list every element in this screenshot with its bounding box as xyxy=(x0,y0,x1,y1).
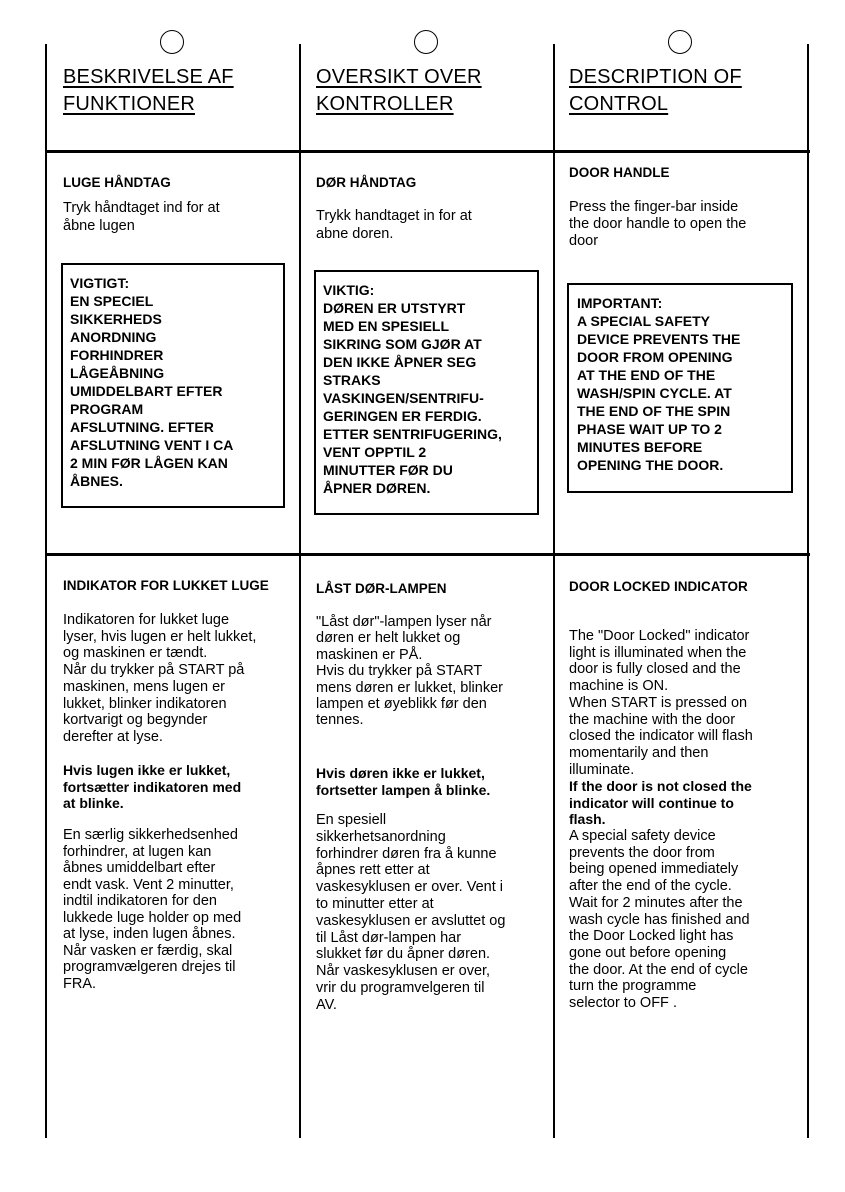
text-line: lyser, hvis lugen er helt lukket, xyxy=(63,628,257,645)
text-line: fortsetter lampen å blinke. xyxy=(316,781,491,798)
text-line: ANORDNING xyxy=(70,329,157,345)
text-line: abne doren. xyxy=(316,226,394,242)
text-line: EN SPECIEL xyxy=(70,293,154,309)
text-line: VENT OPPTIL 2 xyxy=(323,444,427,460)
column-norwegian xyxy=(316,0,554,1192)
text-line: If the door is not closed the xyxy=(569,778,752,794)
door-handle-title: LUGE HÅNDTAG xyxy=(63,175,171,190)
text-line: "Låst dør"-lampen lyser når xyxy=(316,614,492,630)
heading-line: DESCRIPTION OF xyxy=(569,66,742,88)
text-line: Indikatoren for lukket luge xyxy=(63,612,230,628)
text-line: DEN IKKE ÅPNER SEG xyxy=(323,354,477,370)
door-handle-title: DOOR HANDLE xyxy=(569,165,670,180)
text-line: Hvis du trykker på START xyxy=(316,663,483,680)
text-line: closed the indicator will flash xyxy=(569,728,753,745)
heading-line: CONTROL xyxy=(569,93,669,115)
text-line: og maskinen er tændt. xyxy=(63,645,208,662)
text-line: VASKINGEN/SENTRIFU- xyxy=(323,390,484,406)
text-line: VIKTIG: xyxy=(323,282,375,298)
text-line: indtil indikatoren for den xyxy=(63,893,217,909)
safety-warning-text xyxy=(70,274,283,490)
text-line: DEVICE PREVENTS THE xyxy=(577,331,741,347)
text-line: flash. xyxy=(569,811,606,828)
text-line: 2 MIN FØR LÅGEN KAN xyxy=(70,455,228,471)
indicator-description xyxy=(316,614,503,729)
text-line: OPENING THE DOOR. xyxy=(577,457,724,473)
indicator-description xyxy=(63,612,256,746)
text-line: Hvis døren ikke er lukket, xyxy=(316,765,485,781)
text-line: programvælgeren drejes til xyxy=(63,959,236,975)
text-line: PHASE WAIT UP TO 2 xyxy=(577,421,722,437)
text-line: Press the finger-bar inside xyxy=(569,199,739,215)
text-line: prevents the door from xyxy=(569,844,715,861)
text-line: LÅGEÅBNING xyxy=(70,365,165,381)
text-line: AFSLUTNING VENT I CA xyxy=(70,437,234,453)
text-line: light is illuminated when the xyxy=(569,644,747,661)
column-divider-line xyxy=(45,44,47,1138)
text-line: AFSLUTNING. EFTER xyxy=(70,419,214,435)
text-line: åpnes rett etter at xyxy=(316,862,430,879)
door-handle-title: DØR HÅNDTAG xyxy=(316,175,417,190)
text-line: åbnes umiddelbart efter xyxy=(63,860,216,876)
text-line: When START is pressed on xyxy=(569,694,748,711)
text-line: ÅPNER DØREN. xyxy=(323,480,431,496)
text-line: MINUTES BEFORE xyxy=(577,439,703,455)
indicator-description xyxy=(569,628,753,778)
text-line: ETTER SENTRIFUGERING, xyxy=(323,426,502,442)
text-line: gone out before opening xyxy=(569,944,727,961)
text-line: En spesiell xyxy=(316,812,387,828)
text-line: wash cycle has finished and xyxy=(569,911,750,928)
text-line: lampen et øyeblikk før den xyxy=(316,696,487,713)
text-line: STRAKS xyxy=(323,372,381,388)
text-line: forhindrer, at lugen kan xyxy=(63,843,212,860)
text-line: machine is ON. xyxy=(569,678,669,695)
text-line: the door handle to open the xyxy=(569,216,747,232)
text-line: at blinke. xyxy=(63,795,124,812)
text-line: DØREN ER UTSTYRT xyxy=(323,300,466,316)
indicator-warning-note xyxy=(316,765,490,798)
heading-line: FUNKTIONER xyxy=(63,93,195,115)
text-line: after the end of the cycle. xyxy=(569,878,732,895)
safety-warning-box xyxy=(61,263,285,508)
column-heading xyxy=(63,64,234,118)
text-line: mens døren er lukket, blinker xyxy=(316,679,503,696)
safety-warning-box xyxy=(314,270,539,515)
text-line: The "Door Locked" indicator xyxy=(569,628,750,644)
safety-device-description xyxy=(63,827,241,992)
door-handle-text xyxy=(316,207,472,243)
door-locked-indicator-title: DOOR LOCKED INDICATOR xyxy=(569,579,748,594)
text-line: maskinen er PÅ. xyxy=(316,646,423,663)
text-line: Trykk handtaget in for at xyxy=(316,208,472,224)
text-line: A special safety device xyxy=(569,828,716,844)
text-line: IMPORTANT: xyxy=(577,295,663,311)
safety-warning-box xyxy=(567,283,793,493)
safety-warning-text xyxy=(323,281,537,497)
text-line: at lyse, inden lugen åbnes. xyxy=(63,926,236,942)
text-line: fortsætter indikatoren med xyxy=(63,778,242,795)
text-line: VIGTIGT: xyxy=(70,275,130,291)
text-line: vrir du programvelgeren til xyxy=(316,979,485,996)
text-line: til Låst dør-lampen har xyxy=(316,929,462,946)
text-line: Når vaskesyklusen er over, xyxy=(316,963,491,980)
text-line: forhindrer døren fra å kunne xyxy=(316,845,497,862)
text-line: slukket før du åpner døren. xyxy=(316,946,491,963)
column-danish xyxy=(63,0,301,1192)
text-line: being opened immediately xyxy=(569,861,739,878)
text-line: Hvis lugen ikke er lukket, xyxy=(63,762,231,778)
column-english xyxy=(569,0,807,1192)
text-line: lukket, blinker indikatoren xyxy=(63,695,227,712)
text-line: sikkerhetsanordning xyxy=(316,828,446,845)
text-line: MED EN SPESIELL xyxy=(323,318,450,334)
safety-warning-text xyxy=(577,294,791,474)
column-heading xyxy=(569,64,742,118)
text-line: SIKRING SOM GJØR AT xyxy=(323,336,482,352)
text-line: THE END OF THE SPIN xyxy=(577,403,731,419)
text-line: the door. At the end of cycle xyxy=(569,961,748,978)
text-line: WASH/SPIN CYCLE. AT xyxy=(577,385,732,401)
indicator-warning-note xyxy=(569,778,752,828)
text-line: the Door Locked light has xyxy=(569,928,734,945)
text-line: momentarily and then xyxy=(569,744,709,761)
heading-line: BESKRIVELSE AF xyxy=(63,66,234,88)
text-line: tennes. xyxy=(316,712,364,729)
text-line: A SPECIAL SAFETY xyxy=(577,313,711,329)
safety-device-description xyxy=(316,812,505,1014)
text-line: kortvarigt og begynder xyxy=(63,712,208,729)
text-line: ÅBNES. xyxy=(70,473,123,489)
text-line: endt vask. Vent 2 minutter, xyxy=(63,876,234,893)
text-line: døren er helt lukket og xyxy=(316,630,461,647)
heading-line: OVERSIKT OVER xyxy=(316,66,482,88)
column-heading xyxy=(316,64,482,118)
text-line: door xyxy=(569,233,599,249)
text-line: indicator will continue to xyxy=(569,794,734,811)
door-locked-indicator-title: INDIKATOR FOR LUKKET LUGE xyxy=(63,578,269,593)
text-line: lukkede luge holder op med xyxy=(63,909,242,926)
text-line: FORHINDRER xyxy=(70,347,164,363)
text-line: AT THE END OF THE xyxy=(577,367,716,383)
text-line: DOOR FROM OPENING xyxy=(577,349,733,365)
text-line: vaskesyklusen er avsluttet og xyxy=(316,912,506,929)
safety-device-description xyxy=(569,828,750,1012)
text-line: Når du trykker på START på xyxy=(63,662,245,679)
door-locked-indicator-title: LÅST DØR-LAMPEN xyxy=(316,581,447,596)
door-handle-text xyxy=(569,199,746,250)
text-line: Wait for 2 minutes after the xyxy=(569,894,743,911)
door-handle-text xyxy=(63,199,220,235)
text-line: MINUTTER FØR DU xyxy=(323,462,453,478)
text-line: maskinen, mens lugen er xyxy=(63,678,225,695)
text-line: GERINGEN ER FERDIG. xyxy=(323,408,482,424)
text-line: UMIDDELBART EFTER xyxy=(70,383,223,399)
text-line: turn the programme xyxy=(569,978,697,995)
text-line: the machine with the door xyxy=(569,711,736,728)
text-line: selector to OFF . xyxy=(569,995,677,1012)
text-line: åbne lugen xyxy=(63,218,135,234)
text-line: En særlig sikkerhedsenhed xyxy=(63,827,238,843)
text-line: SIKKERHEDS xyxy=(70,311,162,327)
text-line: door is fully closed and the xyxy=(569,661,741,678)
text-line: AV. xyxy=(316,996,337,1013)
text-line: Når vasken er færdig, skal xyxy=(63,942,233,959)
indicator-warning-note xyxy=(63,762,241,812)
text-line: Tryk håndtaget ind for at xyxy=(63,200,220,216)
text-line: PROGRAM xyxy=(70,401,144,417)
heading-line: KONTROLLER xyxy=(316,93,454,115)
text-line: illuminate. xyxy=(569,761,635,778)
text-line: derefter at lyse. xyxy=(63,728,163,745)
text-line: to minutter etter at xyxy=(316,895,434,912)
column-divider-line xyxy=(807,44,809,1138)
text-line: FRA. xyxy=(63,975,97,992)
text-line: vaskesyklusen er over. Vent i xyxy=(316,879,503,896)
